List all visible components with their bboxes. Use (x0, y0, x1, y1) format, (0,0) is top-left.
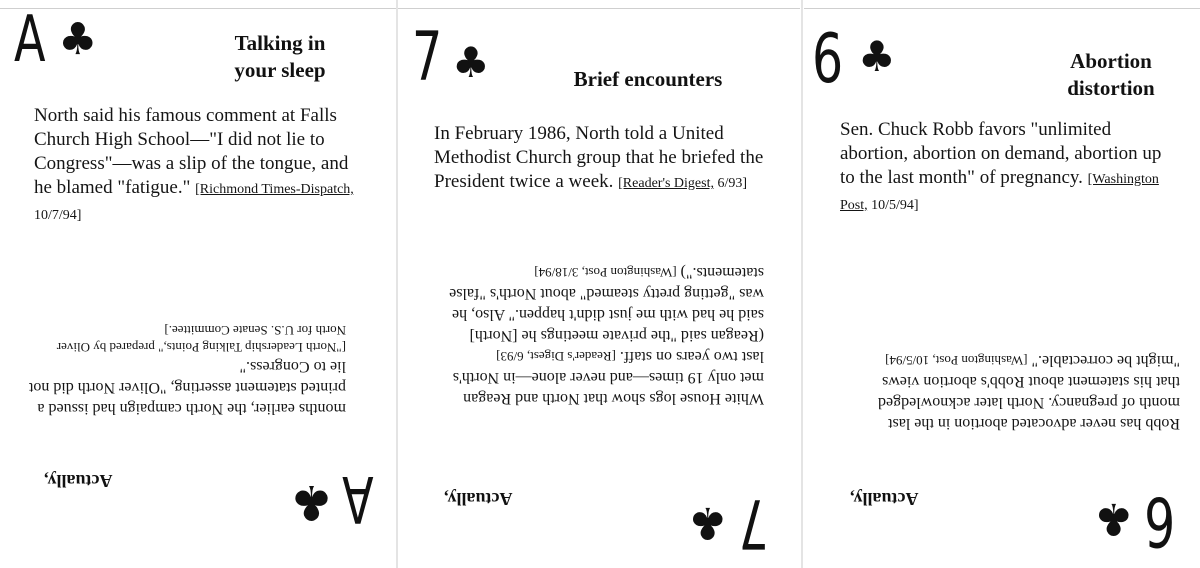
reverse-citation: [Washington Post, 10/5/94] (885, 353, 1028, 368)
club-suit-icon: ♣ (1094, 493, 1134, 544)
reverse-body: months earlier, the North campaign had issued a printed statement asserting, "Oliver North did not lie to Congress." (28, 358, 346, 417)
reverse-body: White House logs show that North and Reagan met only 19 times—and never alone—in North's last two years on staff. (452, 348, 764, 407)
claim-citation: [Washington Post, 10/5/94] (840, 172, 1159, 213)
card-rank-bottom: A (342, 461, 374, 535)
card-reverse-text (26, 322, 346, 419)
card-rank-bottom: 6 (1144, 481, 1176, 560)
club-suit-icon: ♣ (452, 38, 490, 87)
card-reverse-text (876, 350, 1180, 434)
card-reverse-text (442, 262, 764, 409)
card-six-of-clubs (804, 0, 1200, 568)
reverse-citation: [Washington Post, 3/18/94] (534, 265, 677, 280)
card-divider (801, 0, 803, 568)
card-top-edge (804, 8, 1200, 9)
card-title-line: your sleep (234, 58, 326, 82)
club-suit-icon: ♣ (688, 497, 728, 548)
card-claim-text (434, 122, 774, 196)
card-title (1036, 48, 1186, 102)
card-title (205, 30, 355, 84)
card-seven-of-clubs (398, 0, 800, 568)
card-top-edge (0, 8, 398, 9)
card-rank-bottom: 7 (738, 483, 769, 562)
card-title-line: Brief encounters (573, 67, 723, 91)
card-rank-top: 7 (412, 18, 443, 97)
actually-label: Actually, (850, 489, 919, 509)
claim-citation: [Reader's Digest, 6/93] (618, 176, 748, 191)
claim-citation: [Richmond Times-Dispatch, 10/7/94] (34, 182, 354, 223)
reverse-body: Robb has never advocated abortion in the last month of pregnancy. North later acknowledged that his statement about Robb's abortion views "might be correctable." (878, 352, 1180, 432)
club-suit-icon: ♣ (290, 474, 334, 530)
card-top-edge (398, 8, 800, 9)
claim-body: In February 1986, North told a United Methodist Church group that he briefed the President twice a week. (434, 123, 764, 192)
actually-label: Actually, (444, 489, 513, 509)
card-title-line: Abortion (1070, 49, 1152, 73)
card-title-line: Talking in (234, 31, 326, 55)
club-suit-icon: ♣ (858, 32, 896, 81)
card-rank-top: A (14, 3, 46, 77)
claim-body: North said his famous comment at Falls Church High School—"I did not lie to Congress"—was a slip of the tongue, and he blamed "fatigue." (34, 105, 349, 198)
card-rank-top: 6 (812, 20, 844, 99)
reverse-body: (Reagan said "the private meetings he [North] said he had with me just didn't happen." Also, he was "getting pretty steamed" about North's "false statements.") (449, 264, 764, 344)
card-title-line: distortion (1067, 76, 1155, 100)
claim-body: Sen. Chuck Robb favors "unlimited abortion, abortion on demand, abortion up to the last month" of pregnancy. (840, 119, 1162, 188)
card-title (548, 66, 748, 93)
reverse-citation: ["North Leadership Talking Points," prepared by Oliver North for U.S. Senate Committee.] (56, 323, 346, 355)
card-ace-of-clubs (0, 0, 398, 568)
actually-label: Actually, (44, 471, 113, 491)
card-claim-text (34, 104, 364, 228)
reverse-citation: [Reader's Digest, 6/93] (496, 349, 616, 364)
club-suit-icon: ♣ (58, 14, 98, 65)
card-claim-text (840, 118, 1170, 218)
